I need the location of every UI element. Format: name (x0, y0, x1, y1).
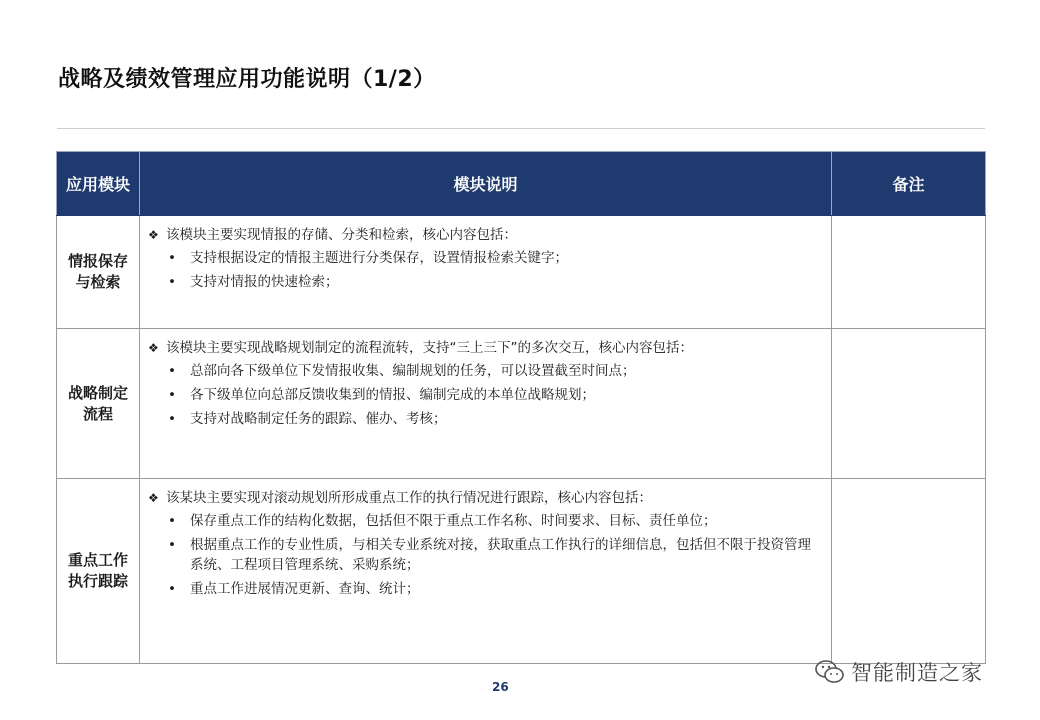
lead-text: 该某块主要实现对滚动规划所形成重点工作的执行情况进行跟踪，核心内容包括： (166, 490, 652, 506)
diamond-bullet-icon: ❖ (148, 341, 159, 355)
list-item: • 总部向各下级单位下发情报收集、编制规划的任务，可以设置截至时间点； (168, 363, 636, 379)
bullet-list (148, 511, 821, 599)
bullet-list (148, 361, 821, 429)
lead-text: 该模块主要实现战略规划制定的流程流转，支持“三上三下”的多次交互，核心内容包括： (166, 340, 693, 356)
bullet-dot-icon: • (168, 274, 176, 290)
title-divider (57, 128, 985, 129)
list-item: • 支持对战略制定任务的跟踪、催办、考核； (168, 411, 447, 427)
bullet-list (148, 248, 821, 292)
table-row (57, 329, 986, 479)
module-description (140, 216, 832, 329)
description-lead (148, 337, 821, 359)
table-header-row (57, 152, 986, 216)
list-item: • 保存重点工作的结构化数据，包括但不限于重点工作名称、时间要求、目标、责任单位； (168, 513, 717, 529)
table-row (57, 479, 986, 664)
watermark (815, 657, 983, 687)
list-item: • 重点工作进展情况更新、查询、统计； (168, 581, 420, 597)
page-number: 26 (492, 680, 509, 694)
bullet-dot-icon: • (168, 387, 176, 403)
header-note: 备注 (832, 152, 986, 216)
bullet-dot-icon: • (168, 250, 176, 266)
module-description (140, 479, 832, 664)
module-note (832, 479, 986, 664)
function-table (56, 151, 986, 664)
list-item: • 根据重点工作的专业性质，与相关专业系统对接，获取重点工作执行的详细信息，包括但不限于投资管理系统、工程项目管理系统、采购系统； (168, 537, 811, 573)
description-lead (148, 487, 821, 509)
bullet-dot-icon: • (168, 411, 176, 427)
table-row (57, 216, 986, 329)
bullet-dot-icon: • (168, 363, 176, 379)
header-description: 模块说明 (140, 152, 832, 216)
header-module: 应用模块 (57, 152, 140, 216)
diamond-bullet-icon: ❖ (148, 491, 159, 505)
list-item: • 各下级单位向总部反馈收集到的情报、编制完成的本单位战略规划； (168, 387, 595, 403)
list-item: • 支持根据设定的情报主题进行分类保存，设置情报检索关键字； (168, 250, 568, 266)
module-note (832, 329, 986, 479)
module-name: 情报保存与检索 (57, 216, 140, 329)
bullet-dot-icon: • (168, 581, 176, 597)
module-description (140, 329, 832, 479)
bullet-dot-icon: • (168, 537, 176, 553)
watermark-text: 智能制造之家 (851, 661, 983, 685)
page-title: 战略及绩效管理应用功能说明（1/2） (58, 67, 436, 92)
module-name: 重点工作执行跟踪 (57, 479, 140, 664)
description-lead (148, 224, 821, 246)
module-name: 战略制定流程 (57, 329, 140, 479)
diamond-bullet-icon: ❖ (148, 228, 159, 242)
bullet-dot-icon: • (168, 513, 176, 529)
list-item: • 支持对情报的快速检索； (168, 274, 339, 290)
module-note (832, 216, 986, 329)
lead-text: 该模块主要实现情报的存储、分类和检索，核心内容包括： (166, 227, 517, 243)
wechat-icon (815, 659, 845, 685)
